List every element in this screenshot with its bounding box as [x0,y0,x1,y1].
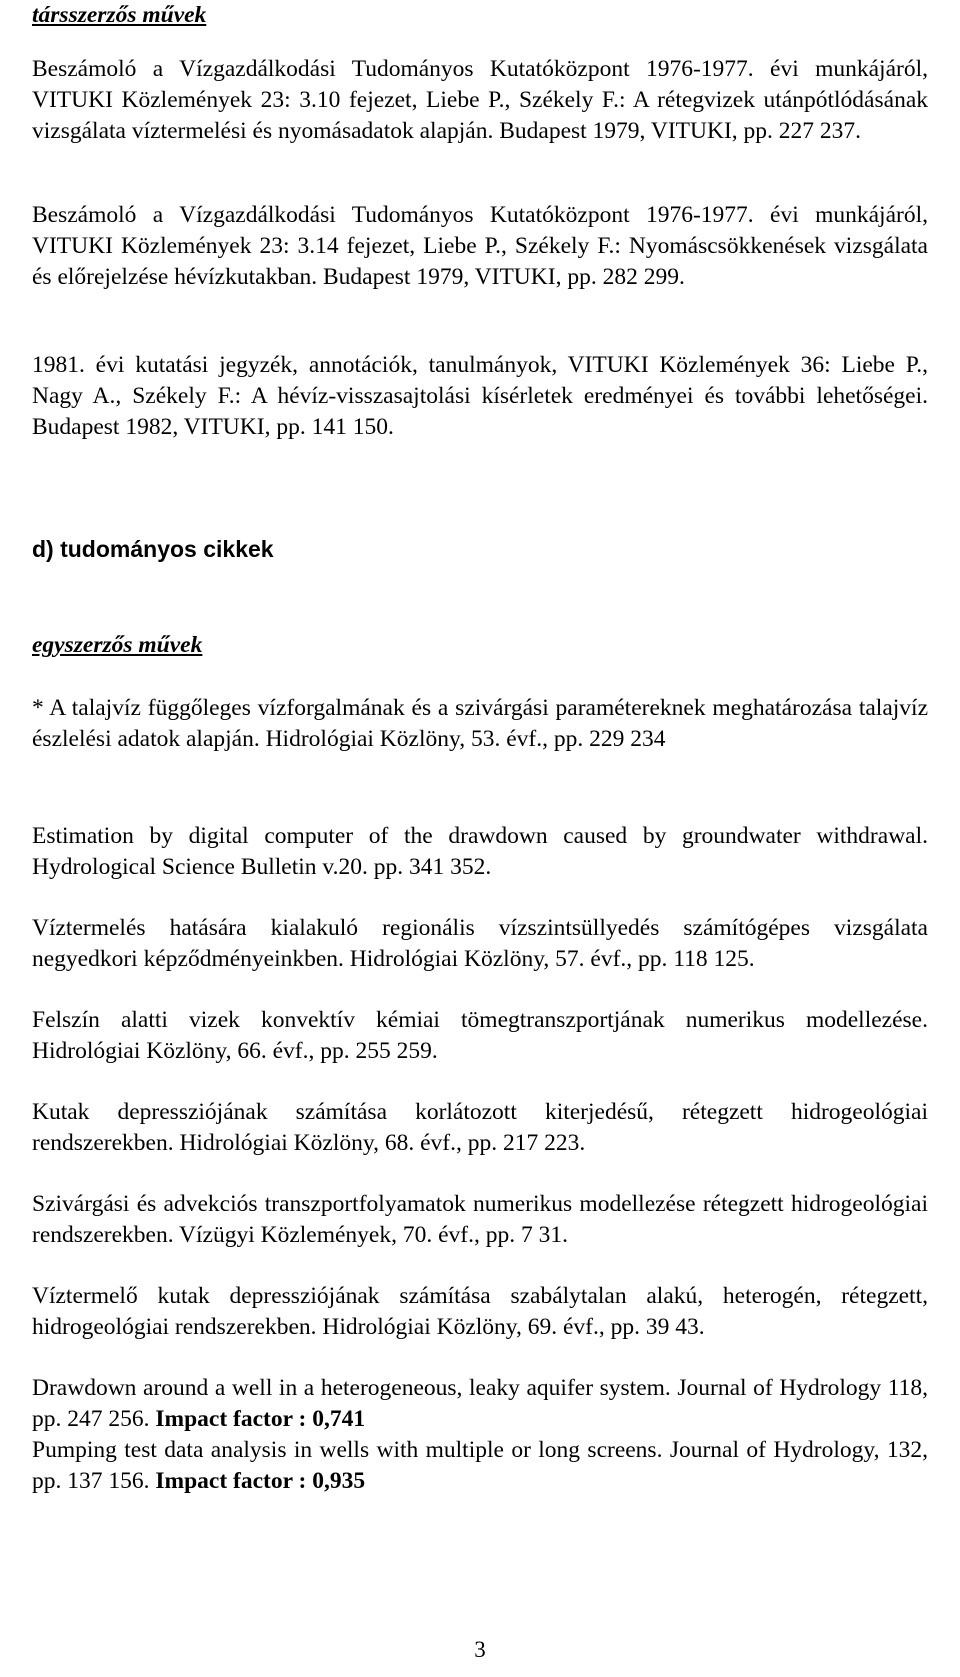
article-entry-2: Estimation by digital computer of the drawdown caused by groundwater withdrawal. Hydrological Science Bulletin v.20. pp. 341 352. [32,823,928,880]
page-number: 3 [474,1637,486,1662]
impact-factor-1: Impact factor : 0,741 [155,1406,366,1432]
article-entry-5: Kutak depressziójának számítása korlátozott kiterjedésű, rétegzett hidrogeológiai rendszerekben. Hidrológiai Közlöny, 68. évf., pp. 217 223. [32,1099,928,1156]
coauthored-entry-2: Beszámoló a Vízgazdálkodási Tudományos Kutatóközpont 1976-1977. évi munkájáról, VITUKI Közlemények 23: 3.14 fejezet, Liebe P., Székely F.: Nyomáscsökkenések vizsgálata és előrejelzése hévízkutakban. Budapest 1979, VITUKI, pp. 282 299. [32,202,928,290]
article-entry-1: * A talajvíz függőleges vízforgalmának és a szivárgási paramétereknek meghatározása talajvíz észlelési adatok alapján. Hidrológiai Közlöny, 53. évf., pp. 229 234 [32,695,928,752]
section-heading-single-author: egyszerzős művek [32,632,203,658]
article-entry-6: Szivárgási és advekciós transzportfolyamatok numerikus modellezése rétegzett hidrogeológiai rendszerekben. Vízügyi Közlemények, 70. évf., pp. 7 31. [32,1191,928,1248]
article-entry-4: Felszín alatti vizek konvektív kémiai tömegtranszportjának numerikus modellezése. Hidrológiai Közlöny, 66. évf., pp. 255 259. [32,1007,928,1064]
article-entry-3: Víztermelés hatására kialakuló regionális vízszintsüllyedés számítógépes vizsgálata negyedkori képződményeinkben. Hidrológiai Közlöny, 57. évf., pp. 118 125. [32,915,928,972]
coauthored-entry-1: Beszámoló a Vízgazdálkodási Tudományos Kutatóközpont 1976-1977. évi munkájáról, VITUKI Közlemények 23: 3.10 fejezet, Liebe P., Székely F.: A rétegvizek utánpótlódásának vizsgálata víztermelési és nyomásadatok alapján. Budapest 1979, VITUKI, pp. 227 237. [32,56,928,144]
article-entry-8 [32,1373,928,1435]
article-entry-9-text: Pumping test data analysis in wells with multiple or long screens. Journal of Hydrology, 132, pp. 137 156. [32,1437,928,1494]
article-entry-9 [32,1435,928,1497]
article-entry-8-text: Drawdown around a well in a heterogeneous, leaky aquifer system. Journal of Hydrology 118, pp. 247 256. [32,1375,928,1432]
section-heading-coauthored: társszerzős művek [32,2,207,28]
article-entry-7: Víztermelő kutak depressziójának számítása szabálytalan alakú, heterogén, rétegzett, hidrogeológiai rendszerekben. Hidrológiai Közlöny, 69. évf., pp. 39 43. [32,1283,928,1340]
impact-factor-2: Impact factor : 0,935 [155,1468,366,1494]
coauthored-entry-3: 1981. évi kutatási jegyzék, annotációk, tanulmányok, VITUKI Közlemények 36: Liebe P., Nagy A., Székely F.: A hévíz-visszasajtolási kísérletek eredményei és további lehetőségei. Budapest 1982, VITUKI, pp. 141 150. [32,352,928,440]
section-heading-scientific-articles: d) tudományos cikkek [32,536,274,562]
